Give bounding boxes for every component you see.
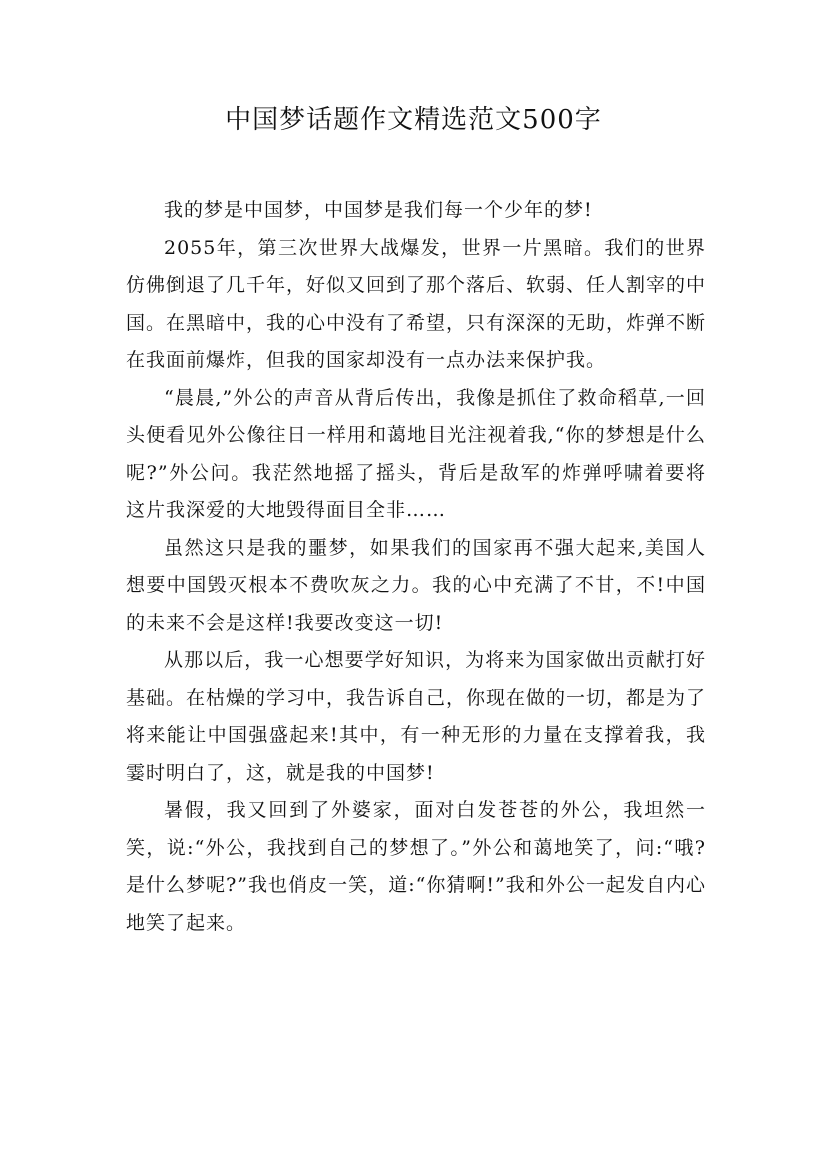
paragraph-1: 我的梦是中国梦，中国梦是我们每一个少年的梦! <box>164 199 593 221</box>
document-title: 中国梦话题作文精选范文500字 <box>225 105 602 135</box>
paragraph-6: 暑假，我又回到了外婆家，面对白发苍苍的外公，我坦然一笑，说:“外公，我找到自己的梦想了。”外公和蔼地笑了，问:“哦?是什么梦呢?”我也俏皮一笑，道:“你猜啊!”我和外公一起发自内心地笑了起来。 <box>126 799 706 934</box>
paragraph-3: “晨晨,”外公的声音从背后传出，我像是抓住了救命稻草,一回头便看见外公像往日一样用和蔼地目光注视着我,“你的梦想是什么呢?”外公问。我茫然地摇了摇头，背后是敌军的炸弹呼啸着要将这片我深爱的大地毁得面目全非…… <box>126 386 706 521</box>
document-body <box>126 192 706 942</box>
paragraph-2: 2055年，第三次世界大战爆发，世界一片黑暗。我们的世界仿佛倒退了几千年，好似又回到了那个落后、软弱、任人割宰的中国。在黑暗中，我的心中没有了希望，只有深深的无助，炸弹不断在我面前爆炸，但我的国家却没有一点办法来保护我。 <box>126 236 707 371</box>
paragraph-4: 虽然这只是我的噩梦，如果我们的国家再不强大起来,美国人想要中国毁灭根本不费吹灰之力。我的心中充满了不甘，不!中国的未来不会是这样!我要改变这一切! <box>126 536 706 634</box>
paragraph-5: 从那以后，我一心想要学好知识，为将来为国家做出贡献打好基础。在枯燥的学习中，我告诉自己，你现在做的一切，都是为了将来能让中国强盛起来!其中，有一种无形的力量在支撑着我，我霎时明白了，这，就是我的中国梦! <box>126 649 707 784</box>
